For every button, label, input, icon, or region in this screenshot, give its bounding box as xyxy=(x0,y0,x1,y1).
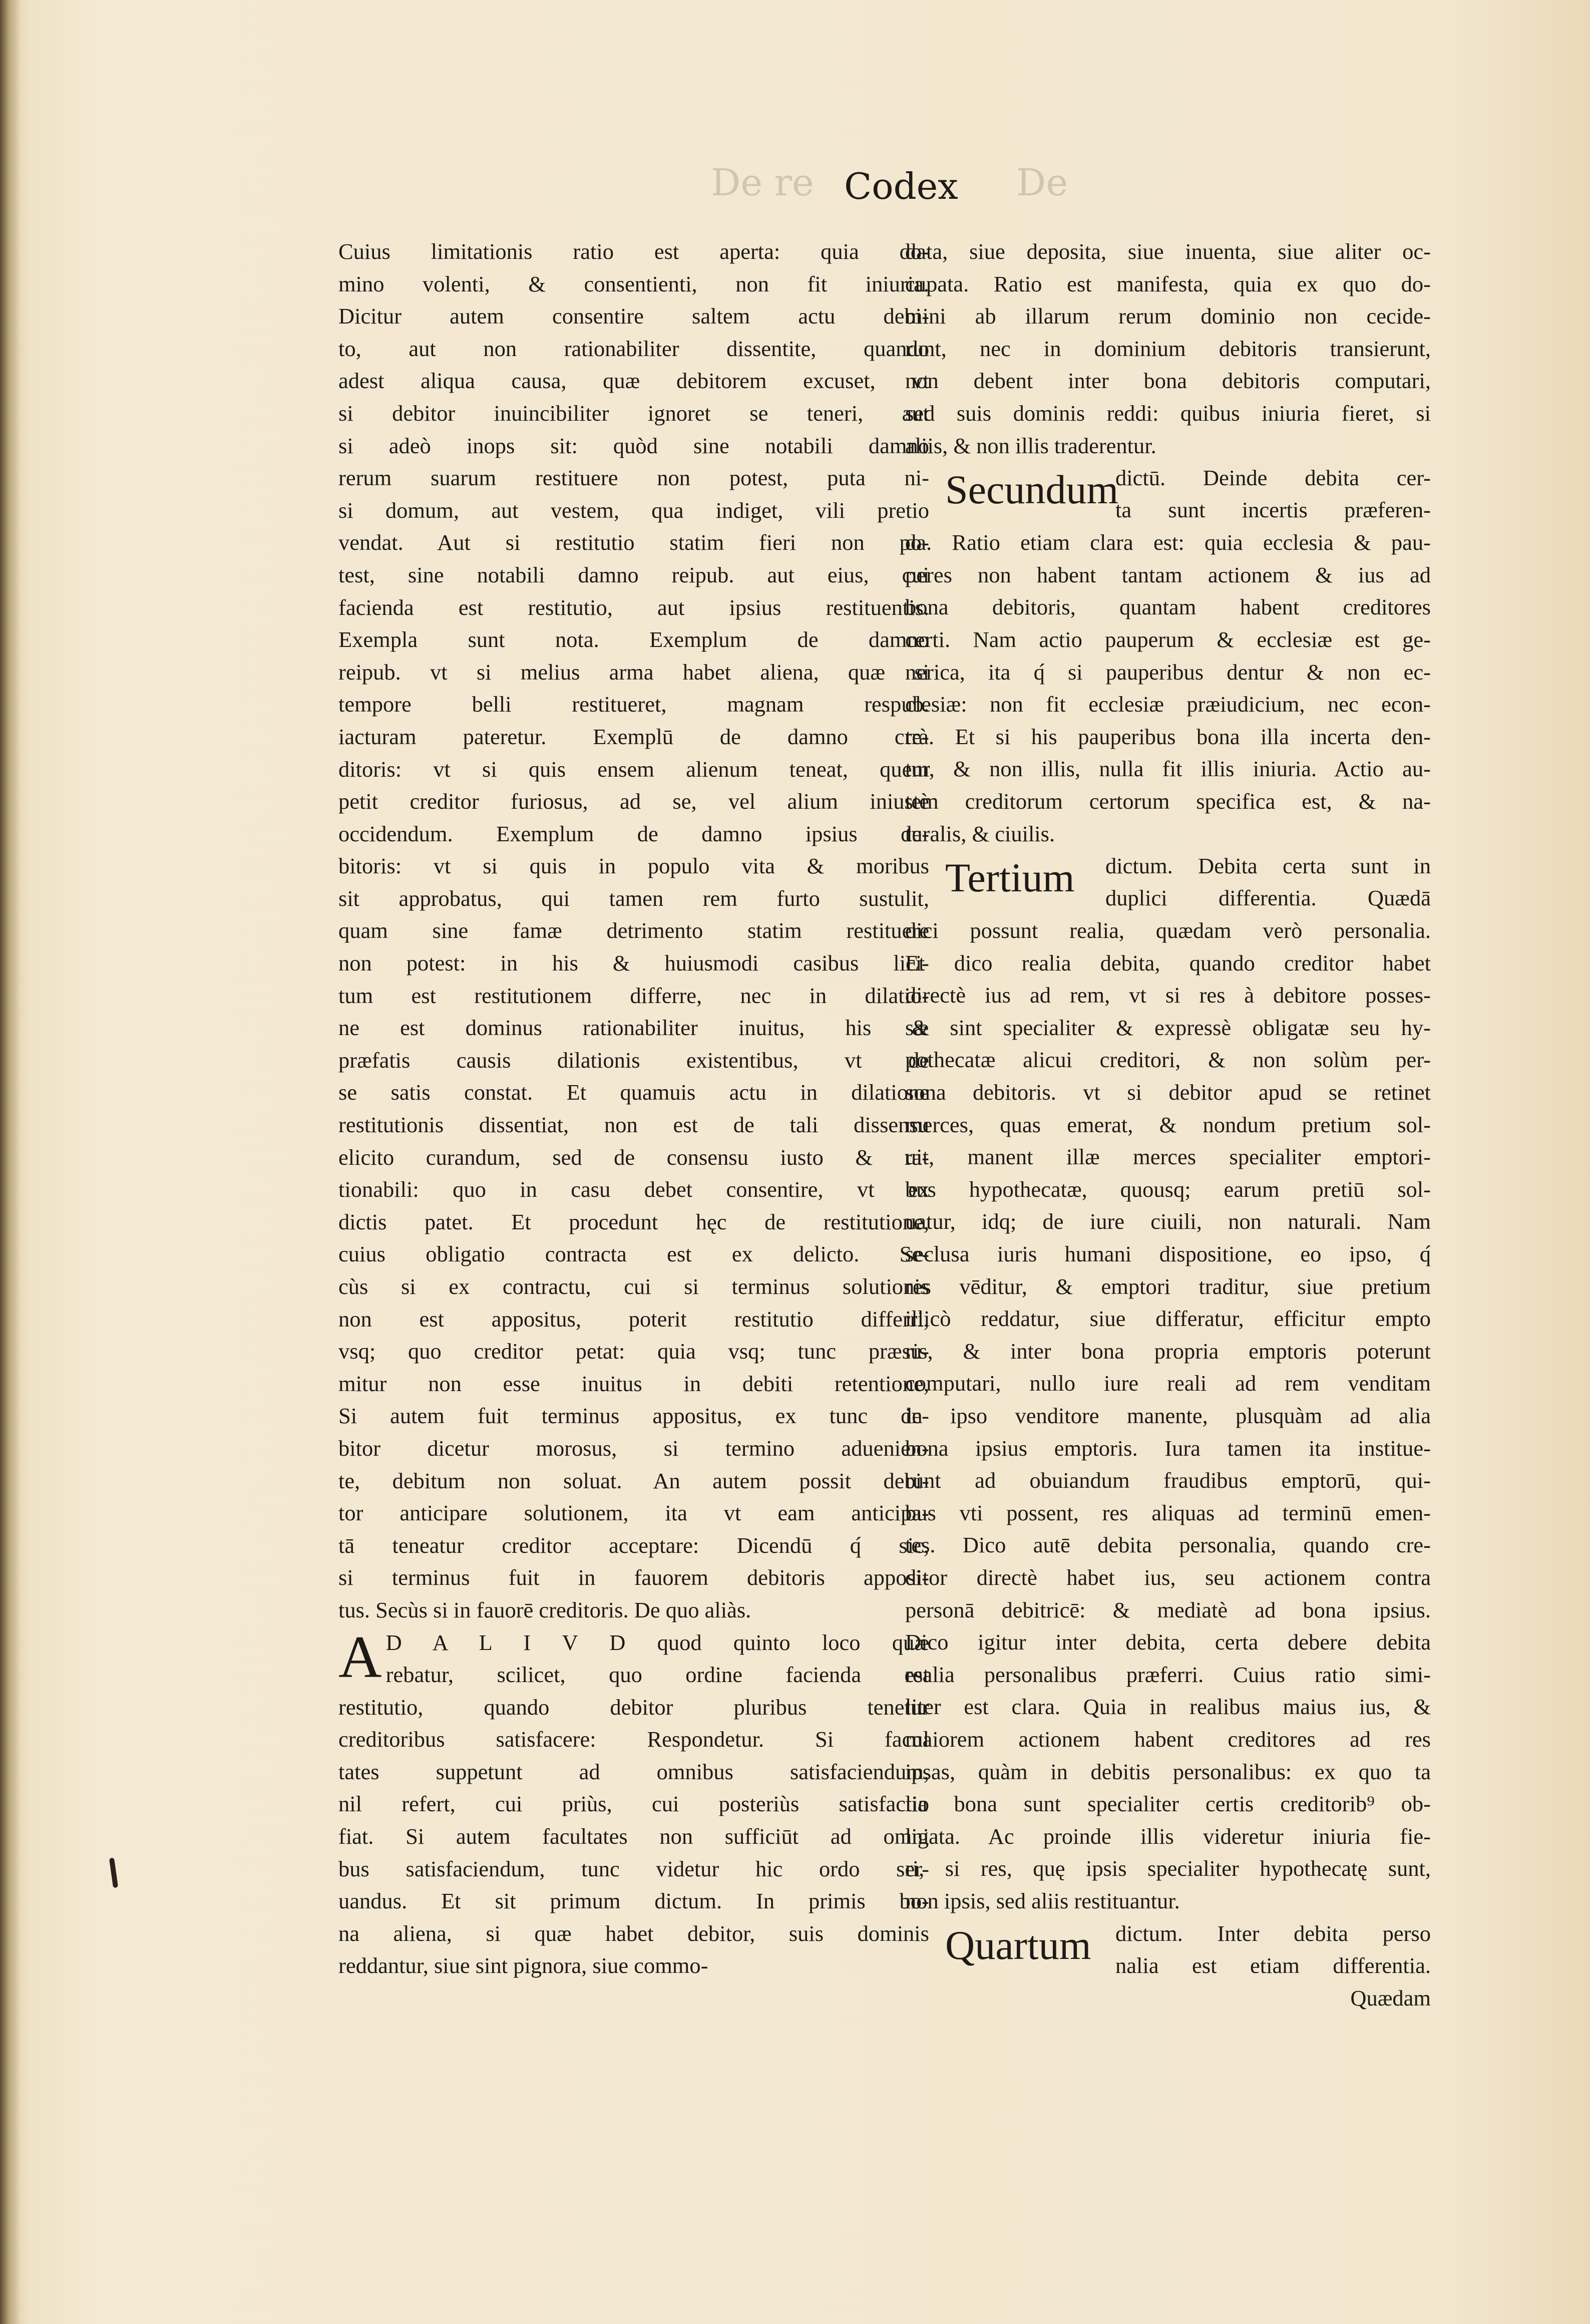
right-text-block-c xyxy=(905,914,1431,1917)
text-line: tum est restitutionem differre, nec in dilatio- xyxy=(338,982,929,1008)
text-line: bona ipsius emptoris. Iura tamen ita institue- xyxy=(905,1435,1431,1461)
page-edge xyxy=(0,0,20,2324)
text-line: bona debitoris, quantam habent creditores xyxy=(905,594,1431,620)
text-line: non potest: in his & huiusmodi casibus lici- xyxy=(338,950,929,976)
text-line: bitoris: vt si quis in populo vita & moribus xyxy=(338,853,929,879)
margin-ink-mark xyxy=(109,1858,118,1888)
text-line: præfatis causis dilationis existentibus, vt de xyxy=(338,1047,929,1073)
text-line: sed suis dominis reddi: quibus iniuria fieret, si xyxy=(905,400,1431,426)
text-line: reipub. vt si melius arma habet aliena, quæ si xyxy=(338,659,929,685)
text-line: elicito curandum, sed de consensu iusto & ra- xyxy=(338,1144,929,1170)
text-line: non debent inter bona debitoris computari, xyxy=(905,368,1431,394)
text-line: runt, nec in dominium debitoris transierunt, xyxy=(905,336,1431,361)
right-text-block-b xyxy=(905,526,1431,850)
text-line: si terminus fuit in fauorem debitoris apposi- xyxy=(338,1565,929,1590)
text-line: Dicitur autem consentire saltem actu debi- xyxy=(338,303,929,329)
left-column xyxy=(338,235,929,1982)
text-line: maiorem actionem habent creditores ad res xyxy=(905,1726,1431,1752)
text-line: sona debitoris. vt si debitor apud se retinet xyxy=(905,1080,1431,1105)
text-line: mitur non esse inuitus in debiti retentione, xyxy=(338,1371,929,1396)
text-line: lia bona sunt specialiter certis creditorib⁹ ob- xyxy=(905,1791,1431,1817)
text-line: mini ab illarum rerum dominio non cecide- xyxy=(905,303,1431,329)
text-line: personā debitricē: & mediatè ad bona ipsius. xyxy=(905,1597,1431,1622)
text-line: rerum suarum restituere non potest, puta ni- xyxy=(338,465,929,491)
text-line: res vēditur, & emptori traditur, siue pretium xyxy=(905,1273,1431,1299)
tertium-heading xyxy=(905,850,1431,914)
text-line: adest aliqua causa, quæ debitorem excuset, vt xyxy=(338,368,929,394)
text-line: quam sine famæ detrimento statim restituere xyxy=(338,918,929,943)
tertium-rest-2: duplici differentia. Quædā xyxy=(1105,885,1431,911)
text-line: Si autem fuit terminus appositus, ex tunc de- xyxy=(338,1403,929,1429)
text-line: bitor dicetur morosus, si termino aduenien- xyxy=(338,1435,929,1461)
quartum-rest-2: nalia est etiam differentia. xyxy=(1115,1952,1431,1978)
text-line: si debitor inuincibiliter ignoret se teneri, aut xyxy=(338,400,929,426)
text-line: tur, & non illis, nulla fit illis iniuria. Actio au- xyxy=(905,756,1431,782)
secundum-rest-2: ta sunt incertis præferen- xyxy=(1115,497,1431,523)
text-line: ditor directè habet ius, seu actionem contra xyxy=(905,1564,1431,1590)
show-through-text-left: De re xyxy=(711,161,814,204)
text-line: restitutio, quando debitor pluribus tenetur xyxy=(338,1694,929,1720)
text-line: trà. Et si his pauperibus bona illa incerta den- xyxy=(905,724,1431,749)
text-line: non ipsis, sed aliis restituantur. xyxy=(905,1888,1180,1913)
text-line: tus. Secùs si in fauorē creditoris. De quo aliàs. xyxy=(338,1597,751,1622)
quartum-rest-1: dictum. Inter debita perso xyxy=(1115,1920,1431,1946)
text-line: dici possunt realia, quædam verò personalia. xyxy=(905,918,1431,943)
text-line: realia personalibus præferri. Cuius ratio simi- xyxy=(905,1662,1431,1687)
text-line: peres non habent tantam actionem & ius ad xyxy=(905,562,1431,587)
text-line: facienda est restitutio, aut ipsius restituentis. xyxy=(338,594,929,620)
text-line: tor anticipare solutionem, ita vt eam anticipa- xyxy=(338,1500,929,1526)
text-line: tates suppetunt ad omnibus satisfaciendum, xyxy=(338,1759,929,1784)
tertium-word: Tertium xyxy=(945,855,1075,901)
text-line: ris, & inter bona propria emptoris poterunt xyxy=(905,1338,1431,1364)
text-line: cùs si ex contractu, cui si terminus solutionis xyxy=(338,1274,929,1299)
text-line: ipsas, quàm in debitis personalibus: ex quo ta xyxy=(905,1759,1431,1784)
text-line: directè ius ad rem, vt si res à debitore posses- xyxy=(905,982,1431,1008)
tertium-rest-1: dictum. Debita certa sunt in xyxy=(1105,853,1431,879)
text-line: tionabili: quo in casu debet consentire, vt ex xyxy=(338,1177,929,1202)
right-column xyxy=(905,235,1431,2014)
text-line: ne est dominus rationabiliter inuitus, his & xyxy=(338,1015,929,1041)
text-line: tem creditorum certorum specifica est, & na- xyxy=(905,788,1431,814)
text-line: mino volenti, & consentienti, non fit iniuria. xyxy=(338,271,929,296)
text-line: ligata. Ac proinde illis videretur iniuria fie- xyxy=(905,1823,1431,1849)
text-line: pothecatæ alicui creditori, & non solùm per- xyxy=(905,1047,1431,1073)
secundum-rest-1: dictū. Deinde debita cer- xyxy=(1115,465,1431,491)
text-line: illicò reddatur, siue differatur, efficitur empto xyxy=(905,1306,1431,1332)
text-line: test, sine notabili damno reipub. aut eius, cui xyxy=(338,562,929,587)
text-line: iacturam pateretur. Exemplū de damno cre- xyxy=(338,724,929,749)
text-line: computari, nullo iure reali ad rem venditam xyxy=(905,1371,1431,1396)
right-text-block-a xyxy=(905,235,1431,462)
secundum-word: Secundum xyxy=(945,467,1119,513)
text-line: ri, si res, quę ipsis specialiter hypothecatę sunt, xyxy=(905,1856,1431,1881)
left-text-block-a xyxy=(338,235,929,1626)
text-line: fiat. Si autem facultates non sufficiūt ad omni xyxy=(338,1823,929,1849)
text-line: tes. Dico autē debita personalia, quando cre- xyxy=(905,1532,1431,1558)
text-line: cuius obligatio contracta est ex delicto. Se- xyxy=(338,1241,929,1267)
catchword: Quædam xyxy=(1350,1985,1431,2011)
show-through-text-right: De xyxy=(1016,161,1068,204)
text-line: cupata. Ratio est manifesta, quia ex quo do- xyxy=(905,271,1431,296)
text-line: occidendum. Exemplum de damno ipsius de- xyxy=(338,821,929,846)
text-line: petit creditor furiosus, ad se, vel alium iniustè xyxy=(338,789,929,814)
text-line: te, debitum non soluat. An autem possit debi- xyxy=(338,1468,929,1493)
text-line: vsq; quo creditor petat: quia vsq; tunc præsu- xyxy=(338,1339,929,1364)
text-line: liter est clara. Quia in realibus maius ius, & xyxy=(905,1694,1431,1720)
secundum-heading xyxy=(905,462,1431,526)
text-line: bus hypothecatæ, quousq; earum pretiū sol- xyxy=(905,1176,1431,1202)
text-line: uandus. Et sit primum dictum. In primis bo- xyxy=(338,1888,929,1914)
text-line: non est appositus, poterit restitutio differri, xyxy=(338,1306,929,1332)
text-line: uatur, idq; de iure ciuili, non naturali. Nam xyxy=(905,1209,1431,1234)
text-line: Dico igitur inter debita, certa debere debita xyxy=(905,1629,1431,1655)
text-line: data, siue deposita, siue inuenta, siue aliter oc- xyxy=(905,239,1431,264)
text-line: vendat. Aut si restitutio statim fieri non po- xyxy=(338,530,929,555)
text-line: Et dico realia debita, quando creditor habet xyxy=(905,950,1431,975)
text-line: merces, quas emerat, & nondum pretium sol- xyxy=(905,1112,1431,1137)
ad-aliud-second-line: rebatur, scilicet, quo ordine facienda est xyxy=(385,1662,929,1688)
text-line: ditoris: vt si quis ensem alienum teneat, quem xyxy=(338,756,929,782)
text-line: restitutionis dissentiat, non est de tali dissensu xyxy=(338,1112,929,1138)
running-title: Codex xyxy=(844,165,958,207)
text-line: na aliena, si quæ habet debitor, suis dominis xyxy=(338,1920,929,1946)
text-line: sit approbatus, qui tamen rem furto sustulit, xyxy=(338,885,929,911)
text-line: aliis, & non illis traderentur. xyxy=(905,433,1156,458)
text-line: to, aut non rationabiliter dissentite, quando xyxy=(338,336,929,361)
text-line: bus vti possent, res aliquas ad terminū emen- xyxy=(905,1500,1431,1525)
text-line: si adeò inops sit: quòd sine notabili damno xyxy=(338,433,929,458)
text-line: nerica, ita q́ si pauperibus dentur & non ec- xyxy=(905,659,1431,685)
text-line: certi. Nam actio pauperum & ecclesiæ est ge- xyxy=(905,626,1431,652)
drop-initial: A xyxy=(338,1623,382,1690)
text-line: Cuius limitationis ratio est aperta: quia do- xyxy=(338,239,929,264)
text-line: da. Ratio etiam clara est: quia ecclesia & pau- xyxy=(905,530,1431,555)
text-line: tempore belli restitueret, magnam respub. xyxy=(338,692,929,717)
text-line: uit, manent illæ merces specialiter emptori- xyxy=(905,1144,1431,1170)
text-line: creditoribus satisfacere: Respondetur. Si facul xyxy=(338,1727,929,1752)
text-line: tā teneatur creditor acceptare: Dicendū q́ sic, xyxy=(338,1532,929,1558)
text-line: si domum, aut vestem, qua indiget, vili pretio xyxy=(338,497,929,523)
text-line: nil refert, cui priùs, cui posteriùs satisfactio xyxy=(338,1791,929,1817)
text-line: reddantur, siue sint pignora, siue commo- xyxy=(338,1953,708,1978)
text-line: dictis patet. Et procedunt hęc de restitutione, xyxy=(338,1209,929,1234)
text-line: se satis constat. Et quamuis actu in dilatione xyxy=(338,1080,929,1105)
text-line: bus satisfaciendum, tunc videtur hic ordo ser- xyxy=(338,1856,929,1881)
quartum-word: Quartum xyxy=(945,1922,1091,1968)
text-line: clesiæ: non fit ecclesiæ præiudicium, nec econ- xyxy=(905,692,1431,717)
text-line: in ipso venditore manente, plusquàm ad alia xyxy=(905,1403,1431,1428)
ad-aliud-heading xyxy=(338,1623,929,1691)
ad-aliud-first-line: D A L I V D quod quinto loco quæ xyxy=(385,1629,929,1655)
text-line: sæ sint specialiter & expressè obligatæ seu hy- xyxy=(905,1015,1431,1040)
text-line: turalis, & ciuilis. xyxy=(905,821,1055,846)
text-line: Exempla sunt nota. Exemplum de damno xyxy=(338,627,929,652)
text-line: runt ad obuiandum fraudibus emptorū, qui- xyxy=(905,1468,1431,1493)
left-text-block-b xyxy=(338,1691,929,1982)
text-line: seclusa iuris humani dispositione, eo ipso, q́ xyxy=(905,1241,1431,1267)
quartum-heading xyxy=(905,1917,1431,1982)
